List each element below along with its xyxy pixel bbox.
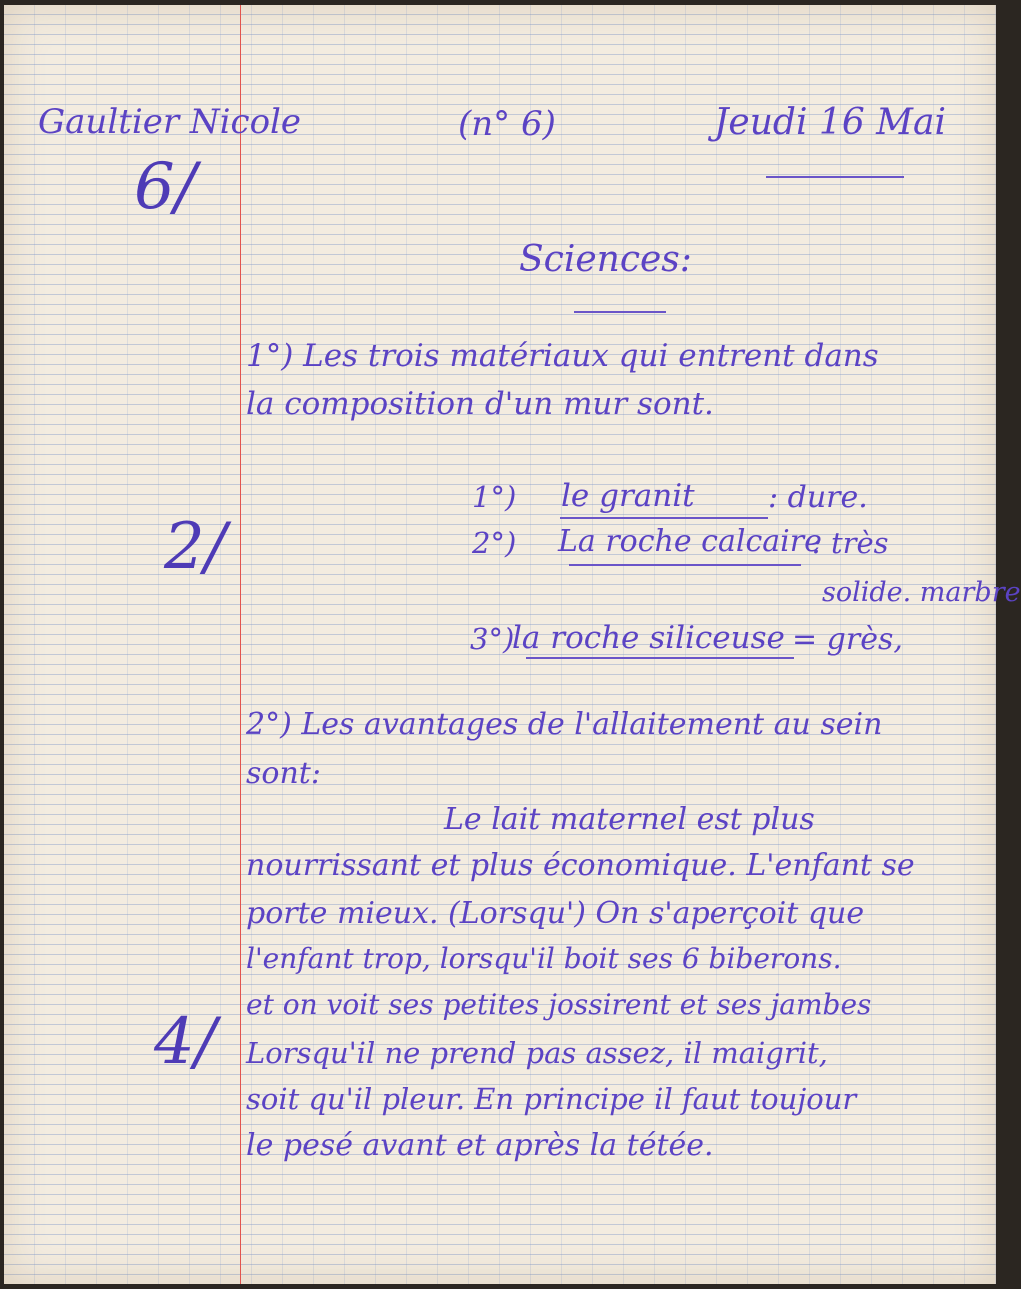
q1-item-1-description: : dure. xyxy=(768,480,868,515)
date-underline xyxy=(766,176,904,178)
q1-item-2-underline xyxy=(569,564,801,566)
q1-item-3-number: 3°) xyxy=(470,622,515,656)
q1-item-3-description: = grès, xyxy=(792,622,903,657)
assignment-number: (n° 6) xyxy=(458,104,556,144)
q1-line-1: 1°) Les trois matériaux qui entrent dans xyxy=(246,338,879,374)
q1-item-2-continuation: solide. marbre xyxy=(822,577,1021,608)
q2-line-1: 2°) Les avantages de l'allaitement au sein xyxy=(246,707,883,742)
q1-item-1-term: le granit xyxy=(561,478,695,514)
grade-q2: 4/ xyxy=(154,1005,217,1079)
grade-total: 6/ xyxy=(134,150,197,224)
q2-line-5: porte mieux. (Lorsqu') On s'aperçoit que xyxy=(246,896,865,931)
q2-line-7: et on voit ses petites jossirent et ses jambes xyxy=(246,988,872,1021)
title-underline xyxy=(574,311,666,313)
q1-item-3-underline xyxy=(526,657,794,659)
q1-item-2-number: 2°) xyxy=(472,526,517,560)
q2-line-2: sont: xyxy=(246,756,321,791)
q2-line-8: Lorsqu'il ne prend pas assez, il maigrit, xyxy=(246,1036,828,1070)
q1-item-2-term: La roche calcaire xyxy=(558,524,822,559)
margin-line xyxy=(240,5,241,1284)
q1-item-2-description: : très xyxy=(812,526,889,560)
date: Jeudi 16 Mai xyxy=(714,102,947,143)
notebook-page xyxy=(4,5,1021,1284)
q2-line-3: Le lait maternel est plus xyxy=(444,802,815,837)
q1-line-2: la composition d'un mur sont. xyxy=(246,386,714,422)
page-title: Sciences: xyxy=(519,239,692,280)
grade-q1: 2/ xyxy=(164,510,227,584)
student-name: Gaultier Nicole xyxy=(38,102,302,142)
q1-item-1-underline xyxy=(560,517,768,519)
q2-line-4: nourrissant et plus économique. L'enfant se xyxy=(246,848,915,883)
q1-item-3-term: la roche siliceuse xyxy=(512,620,785,656)
q2-line-9: soit qu'il pleur. En principe il faut toujour xyxy=(246,1082,857,1116)
q1-item-1-number: 1°) xyxy=(472,480,517,514)
q2-line-10: le pesé avant et après la tétée. xyxy=(246,1128,714,1163)
q2-line-6: l'enfant trop, lorsqu'il boit ses 6 biberons. xyxy=(246,942,842,975)
